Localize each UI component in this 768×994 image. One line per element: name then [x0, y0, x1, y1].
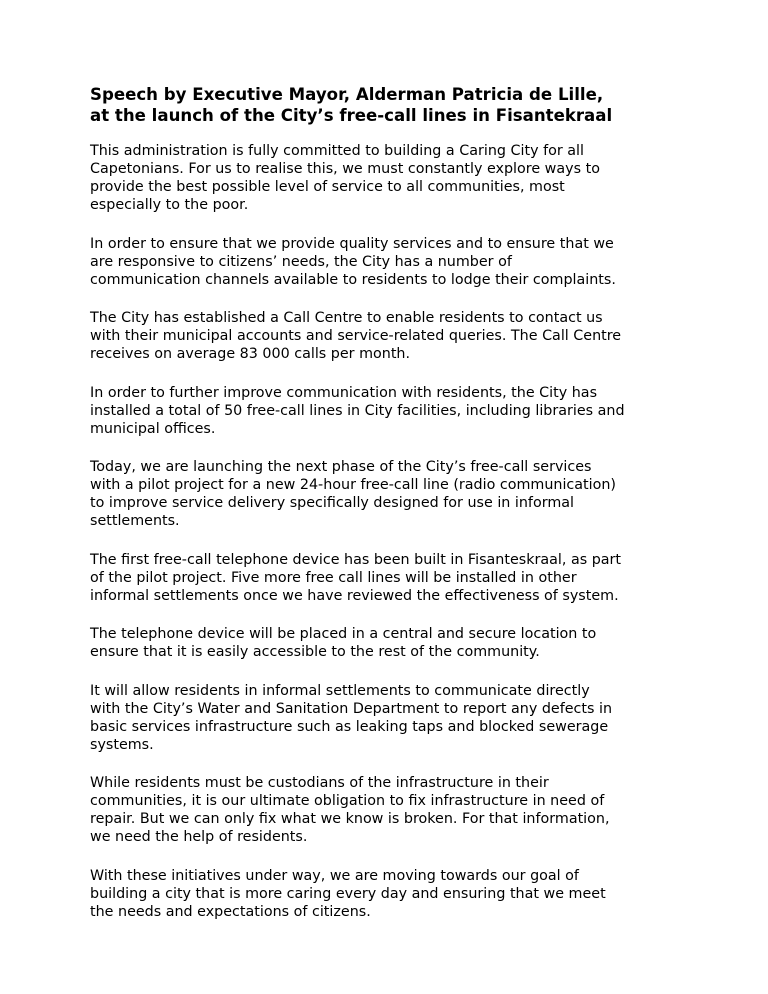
page-title: [90, 84, 690, 126]
paragraph-line: with the City’s Water and Sanitation Department to report any defects in: [90, 700, 613, 717]
paragraph-line: While residents must be custodians of the infrastructure in their: [90, 775, 549, 791]
paragraph-line: Capetonians. For us to realise this, we must constantly explore ways to: [90, 161, 600, 177]
paragraph-line: systems.: [90, 736, 154, 753]
paragraph-line: With these initiatives under way, we are moving towards our goal of: [90, 867, 579, 884]
paragraph-line: provide the best possible level of service to all communities, most: [90, 179, 565, 195]
paragraph-line: municipal offices.: [90, 420, 216, 437]
body-paragraph: [90, 142, 690, 214]
paragraph-line: The City has established a Call Centre to enable residents to contact us: [90, 310, 603, 326]
paragraph-line: of the pilot project. Five more free call lines will be installed in other: [90, 569, 577, 586]
paragraph-line: communities, it is our ultimate obligation to fix infrastructure in need of: [90, 793, 605, 809]
body-paragraph: [90, 384, 690, 438]
paragraph-line: we need the help of residents.: [90, 829, 308, 845]
paragraph-line: communication channels available to residents to lodge their complaints.: [90, 271, 616, 288]
paragraph-line: The first free-call telephone device has been built in Fisanteskraal, as part: [90, 551, 622, 568]
paragraph-line: the needs and expectations of citizens.: [90, 903, 371, 920]
document-page: [90, 84, 690, 941]
title-line-2: at the launch of the City’s free-call lines in Fisantekraal: [90, 106, 613, 125]
paragraph-line: are responsive to citizens’ needs, the City has a number of: [90, 253, 512, 270]
paragraph-line: to improve service delivery specifically designed for use in informal: [90, 495, 574, 511]
paragraph-line: building a city that is more caring every day and ensuring that we meet: [90, 885, 606, 902]
paragraph-line: The telephone device will be placed in a central and secure location to: [90, 626, 597, 642]
body-paragraph: [90, 867, 690, 921]
paragraph-line: basic services infrastructure such as leaking taps and blocked sewerage: [90, 718, 609, 735]
paragraph-line: especially to the poor.: [90, 197, 249, 213]
paragraph-line: Today, we are launching the next phase of the City’s free-call services: [90, 459, 592, 475]
paragraph-line: installed a total of 50 free-call lines in City facilities, including libraries and: [90, 402, 625, 419]
body-paragraph: [90, 309, 690, 363]
body-paragraph: [90, 235, 690, 289]
paragraph-line: with a pilot project for a new 24-hour free-call line (radio communication): [90, 477, 617, 493]
document-body: [90, 142, 690, 921]
paragraph-line: repair. But we can only fix what we know is broken. For that information,: [90, 811, 610, 827]
title-line-1: Speech by Executive Mayor, Alderman Patricia de Lille,: [90, 85, 604, 104]
paragraph-line: ensure that it is easily accessible to the rest of the community.: [90, 644, 540, 660]
paragraph-line: This administration is fully committed to building a Caring City for all: [90, 143, 584, 159]
paragraph-line: with their municipal accounts and service-related queries. The Call Centre: [90, 328, 622, 344]
body-paragraph: [90, 774, 690, 846]
paragraph-line: It will allow residents in informal settlements to communicate directly: [90, 682, 590, 699]
body-paragraph: [90, 682, 690, 754]
body-paragraph: [90, 625, 690, 661]
paragraph-line: informal settlements once we have reviewed the effectiveness of system.: [90, 587, 619, 604]
paragraph-line: In order to further improve communication with residents, the City has: [90, 384, 598, 401]
paragraph-line: In order to ensure that we provide quality services and to ensure that we: [90, 235, 614, 252]
body-paragraph: [90, 458, 690, 530]
paragraph-line: receives on average 83 000 calls per month.: [90, 346, 411, 362]
body-paragraph: [90, 551, 690, 605]
paragraph-line: settlements.: [90, 513, 180, 529]
